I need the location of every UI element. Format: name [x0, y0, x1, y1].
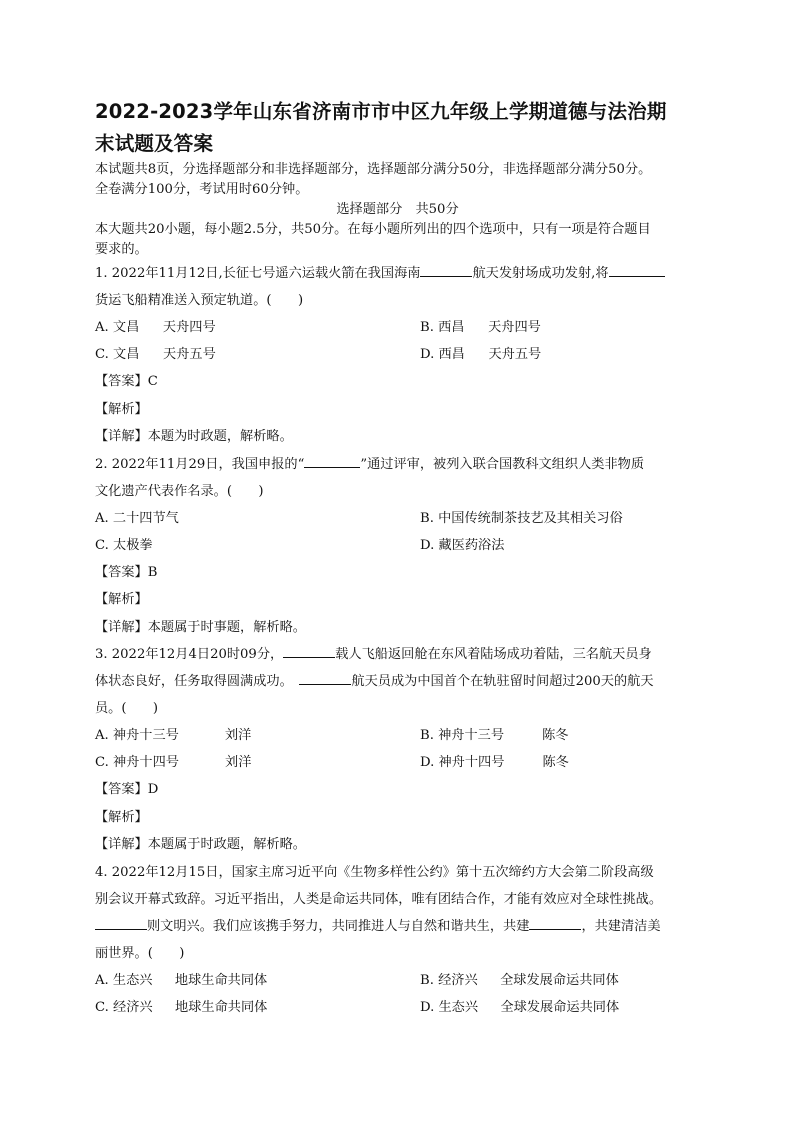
- answer-value: C: [147, 374, 158, 389]
- intro-line-2: 全卷满分100分，考试用时60分钟。: [95, 182, 309, 197]
- exam-page: [95, 96, 700, 1021]
- option-letter: C.: [95, 755, 109, 770]
- answer-value: D: [147, 782, 159, 797]
- option-text: 陈冬: [542, 755, 569, 770]
- option-letter: A.: [95, 728, 109, 743]
- option-letter: D.: [420, 755, 435, 770]
- option-letter: B.: [420, 728, 434, 743]
- page-title: [95, 96, 700, 160]
- option-c: [95, 341, 420, 368]
- title-line-2: 末试题及答案: [95, 132, 214, 155]
- instr-line-2: 要求的。: [95, 242, 148, 257]
- option-list: [95, 967, 700, 1021]
- stem-text: 丽世界。( ): [95, 945, 185, 961]
- option-text: 二十四节气: [112, 510, 179, 526]
- question-4: [95, 859, 700, 1021]
- stem-text: 则文明兴。我们应该携手努力，共同推进人与自然和谐共生，共建: [147, 918, 530, 934]
- option-letter: C.: [95, 537, 109, 553]
- option-text: 生态兴: [438, 999, 479, 1015]
- detail-line: [95, 614, 700, 642]
- option-text: 文昌: [112, 320, 140, 335]
- option-text: 经济兴: [438, 972, 478, 988]
- option-text: 全球发展命运共同体: [500, 999, 620, 1015]
- option-letter: A.: [95, 320, 109, 335]
- option-letter: B.: [420, 972, 434, 988]
- option-b: [420, 314, 700, 341]
- option-text: 刘洋: [225, 755, 252, 770]
- option-a: [95, 722, 420, 749]
- detail-label: 【详解】: [95, 837, 148, 852]
- option-text: 神舟十四号: [438, 755, 505, 770]
- answer-blank: [299, 672, 351, 685]
- option-text: 文昌: [113, 347, 140, 362]
- option-a: [95, 505, 420, 532]
- option-list: [95, 314, 700, 368]
- analysis-label: 【解析】: [95, 809, 148, 825]
- answer-blank: [283, 645, 335, 658]
- option-text: 西昌: [438, 320, 465, 335]
- option-letter: B.: [420, 510, 434, 526]
- answer-line: [95, 559, 700, 587]
- option-letter: A.: [95, 510, 109, 526]
- option-letter: D.: [420, 537, 435, 553]
- option-text: 天舟五号: [488, 347, 542, 362]
- answer-line: [95, 368, 700, 396]
- stem-text: 载人飞船返回舱在东风着陆场成功着陆，三名航天员身: [335, 647, 652, 662]
- stem-text: 文化遗产代表作名录。( ): [95, 483, 264, 499]
- option-d: [420, 994, 700, 1021]
- option-text: 藏医药浴法: [438, 537, 505, 553]
- instructions: [95, 220, 700, 260]
- instr-line-1: 本大题共20小题，每小题2.5分，共50分。在每小题所列出的四个选项中，只有一项是符合题目: [95, 222, 651, 237]
- option-d: [420, 532, 700, 559]
- detail-text: 本题属于时事题，解析略。: [147, 619, 306, 635]
- option-letter: A.: [95, 972, 109, 988]
- answer-line: [95, 776, 700, 804]
- question-1: [95, 260, 700, 451]
- option-letter: C.: [95, 999, 109, 1015]
- option-text: 经济兴: [113, 999, 153, 1015]
- stem-text: 航天员成为中国首个在轨驻留时间超过200天的航天: [351, 674, 654, 689]
- detail-label: 【详解】: [95, 429, 148, 444]
- option-c: [95, 994, 420, 1021]
- stem-text: 3. 2022年12月4日20时09分，: [95, 647, 284, 662]
- option-d: [420, 749, 700, 776]
- option-d: [420, 341, 700, 368]
- stem-text: 4. 2022年12月15日，国家主席习近平向《生物多样性公约》第十五次缔约方大会第二阶段高级: [95, 864, 654, 880]
- option-list: [95, 722, 700, 776]
- answer-blank: [95, 917, 147, 930]
- option-text: 天舟四号: [162, 320, 216, 335]
- question-3: [95, 641, 700, 859]
- option-c: [95, 749, 420, 776]
- option-letter: D.: [420, 347, 435, 362]
- option-text: 神舟十三号: [438, 728, 505, 743]
- analysis-label: 【解析】: [95, 592, 148, 607]
- question-stem: [95, 260, 700, 314]
- stem-text: 货运飞船精准送入预定轨道。( ): [95, 293, 304, 308]
- option-text: 神舟十三号: [112, 728, 179, 743]
- question-stem: [95, 451, 700, 505]
- option-text: 地球生命共同体: [175, 999, 268, 1015]
- option-text: 天舟五号: [163, 347, 216, 362]
- detail-text: 本题为时政题，解析略。: [147, 429, 293, 444]
- option-text: 神舟十四号: [113, 755, 179, 770]
- detail-line: [95, 831, 700, 859]
- option-letter: B.: [420, 320, 434, 335]
- answer-label: 【答案】: [95, 782, 148, 797]
- option-b: [420, 722, 700, 749]
- option-text: 天舟四号: [488, 320, 541, 335]
- intro-text: [95, 160, 700, 200]
- option-list: [95, 505, 700, 559]
- detail-text: 本题属于时政题，解析略。: [147, 837, 306, 852]
- option-text: 太极拳: [113, 537, 153, 553]
- stem-text: ”通过评审，被列入联合国教科文组织人类非物质: [360, 456, 645, 472]
- answer-blank: [304, 455, 360, 468]
- section-title: 选择题部分 共50分: [336, 202, 459, 217]
- detail-label: 【详解】: [95, 619, 148, 635]
- option-b: [420, 967, 700, 994]
- question-stem: [95, 859, 700, 967]
- analysis-label: 【解析】: [95, 401, 148, 417]
- intro-line-1: 本试题共8页，分选择题部分和非选择题部分，选择题部分满分50分，非选择题部分满分50分。: [95, 162, 652, 177]
- option-c: [95, 532, 420, 559]
- stem-text: 员。( ): [95, 701, 159, 716]
- answer-blank: [529, 917, 581, 930]
- stem-text: 航天发射场成功发射,将: [472, 266, 609, 281]
- option-text: 陈冬: [542, 728, 569, 743]
- question-2: [95, 451, 700, 642]
- option-text: 生态兴: [112, 972, 153, 988]
- option-text: 刘洋: [224, 728, 252, 743]
- option-letter: C.: [95, 347, 109, 362]
- stem-text: ，共建清洁美: [581, 918, 661, 934]
- option-text: 全球发展命运共同体: [500, 972, 619, 988]
- answer-label: 【答案】: [95, 564, 148, 580]
- answer-label: 【答案】: [95, 374, 148, 389]
- option-letter: D.: [420, 999, 435, 1015]
- answer-blank: [420, 264, 472, 277]
- answer-value: B: [147, 564, 158, 580]
- stem-text: 2. 2022年11月29日，我国申报的“: [95, 456, 305, 472]
- option-a: [95, 314, 420, 341]
- answer-blank: [609, 264, 665, 277]
- question-stem: [95, 641, 700, 722]
- stem-text: 别会议开幕式致辞。习近平指出，人类是命运共同体，唯有团结合作，才能有效应对全球性挑战。: [95, 891, 663, 907]
- option-text: 西昌: [438, 347, 465, 362]
- detail-line: [95, 423, 700, 451]
- option-a: [95, 967, 420, 994]
- option-text: 地球生命共同体: [174, 972, 268, 988]
- stem-text: 体状态良好，任务取得圆满成功。: [95, 674, 300, 689]
- option-b: [420, 505, 700, 532]
- stem-text: 1. 2022年11月12日,长征七号遥六运载火箭在我国海南: [95, 266, 421, 281]
- title-line-1: 2022-2023学年山东省济南市市中区九年级上学期道德与法治期: [95, 100, 667, 123]
- option-text: 中国传统制茶技艺及其相关习俗: [438, 510, 623, 526]
